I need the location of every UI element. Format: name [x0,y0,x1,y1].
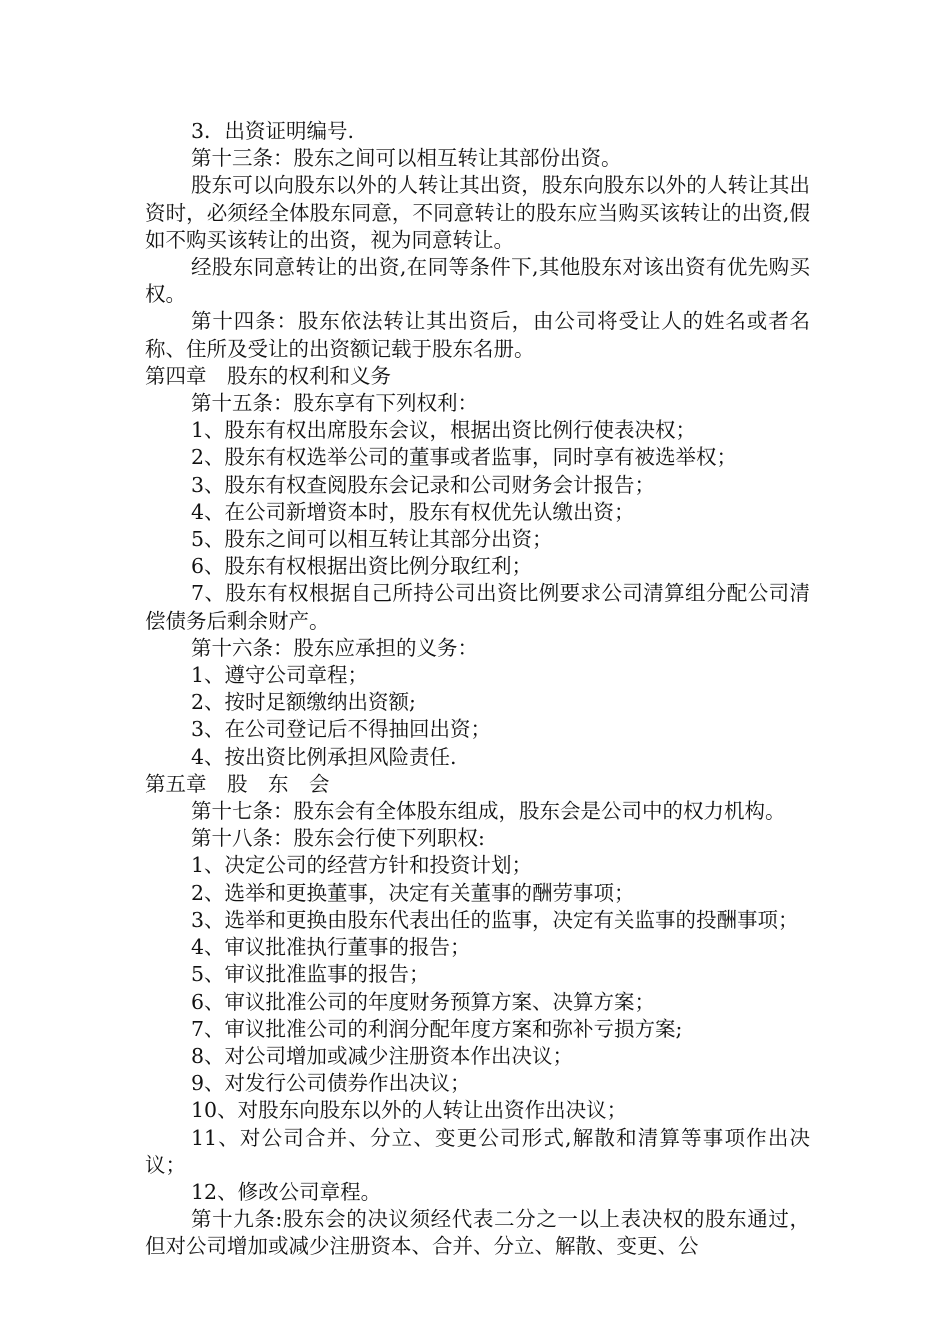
list-item: 5、股东之间可以相互转让其部分出资； [191,527,553,552]
list-item: 1、股东有权出席股东会议，根据出资比例行使表决权； [191,418,697,443]
paragraph: 3．出资证明编号. [191,119,355,143]
list-item: 6、股东有权根据出资比例分取红利； [191,554,533,579]
paragraph: 经股东同意转让的出资,在同等条件下,其他股东对该出资有优先购买权。 [145,255,810,307]
list-item: 2、股东有权选举公司的董事或者监事，同时享有被选举权； [191,445,738,470]
chapter-5-heading: 第五章 股 东 会 [145,771,330,796]
list-item: 12、修改公司章程。 [191,1179,382,1204]
list-item: 7、股东有权根据自己所持公司出资比例要求公司清算组分配公司清偿债务后剩余财产。 [145,581,810,633]
list-item: 4、按出资比例承担风险责任. [191,744,457,769]
list-item: 2、选举和更换董事，决定有关董事的酬劳事项； [191,880,635,905]
list-item: 3、股东有权查阅股东会记录和公司财务会计报告； [191,472,656,497]
article-17: 第十七条：股东会有全体股东组成，股东会是公司中的权力机构。 [191,799,786,824]
paragraph: 股东可以向股东以外的人转让其出资，股东向股东以外的人转让其出资时，必须经全体股东同意，不同意转让的股东应当购买该转让的出资,假如不购买该转让的出资，视为同意转让。 [145,173,810,252]
list-item: 4、在公司新增资本时，股东有权优先认缴出资； [191,499,635,524]
list-item: 2、按时足额缴纳出资额; [191,690,416,715]
list-item: 5、审议批准监事的报告； [191,962,430,987]
list-item: 6、审议批准公司的年度财务预算方案、决算方案； [191,989,656,1014]
list-item: 3、选举和更换由股东代表出任的监事，决定有关监事的投酬事项； [191,907,799,932]
list-item: 4、审议批准执行董事的报告； [191,935,471,960]
article-14: 第十四条：股东依法转让其出资后，由公司将受让人的姓名或者名称、住所及受让的出资额记载于股东名册。 [145,309,810,361]
list-item: 11、对公司合并、分立、变更公司形式,解散和清算等事项作出决议； [145,1125,810,1177]
list-item: 7、审议批准公司的利润分配年度方案和弥补亏损方案; [191,1016,683,1041]
list-item: 1、遵守公司章程； [191,663,369,688]
chapter-4-heading: 第四章 股东的权利和义务 [145,363,391,388]
article-19: 第十九条:股东会的决议须经代表二分之一以上表决权的股东通过，但对公司增加或减少注册资本、合并、分立、解散、变更、公 [145,1207,810,1259]
list-item: 8、对公司增加或减少注册资本作出决议； [191,1043,574,1068]
article-16: 第十六条：股东应承担的义务： [191,635,478,660]
list-item: 10、对股东向股东以外的人转让出资作出决议； [191,1098,628,1123]
list-item: 1、决定公司的经营方针和投资计划； [191,853,533,878]
list-item: 3、在公司登记后不得抽回出资； [191,717,492,742]
document-page [145,118,810,1261]
article-18: 第十八条：股东会行使下列职权: [191,826,485,851]
article-13: 第十三条：股东之间可以相互转让其部份出资。 [191,146,622,171]
list-item: 9、对发行公司债券作出决议； [191,1071,471,1096]
article-15: 第十五条：股东享有下列权利： [191,391,478,416]
